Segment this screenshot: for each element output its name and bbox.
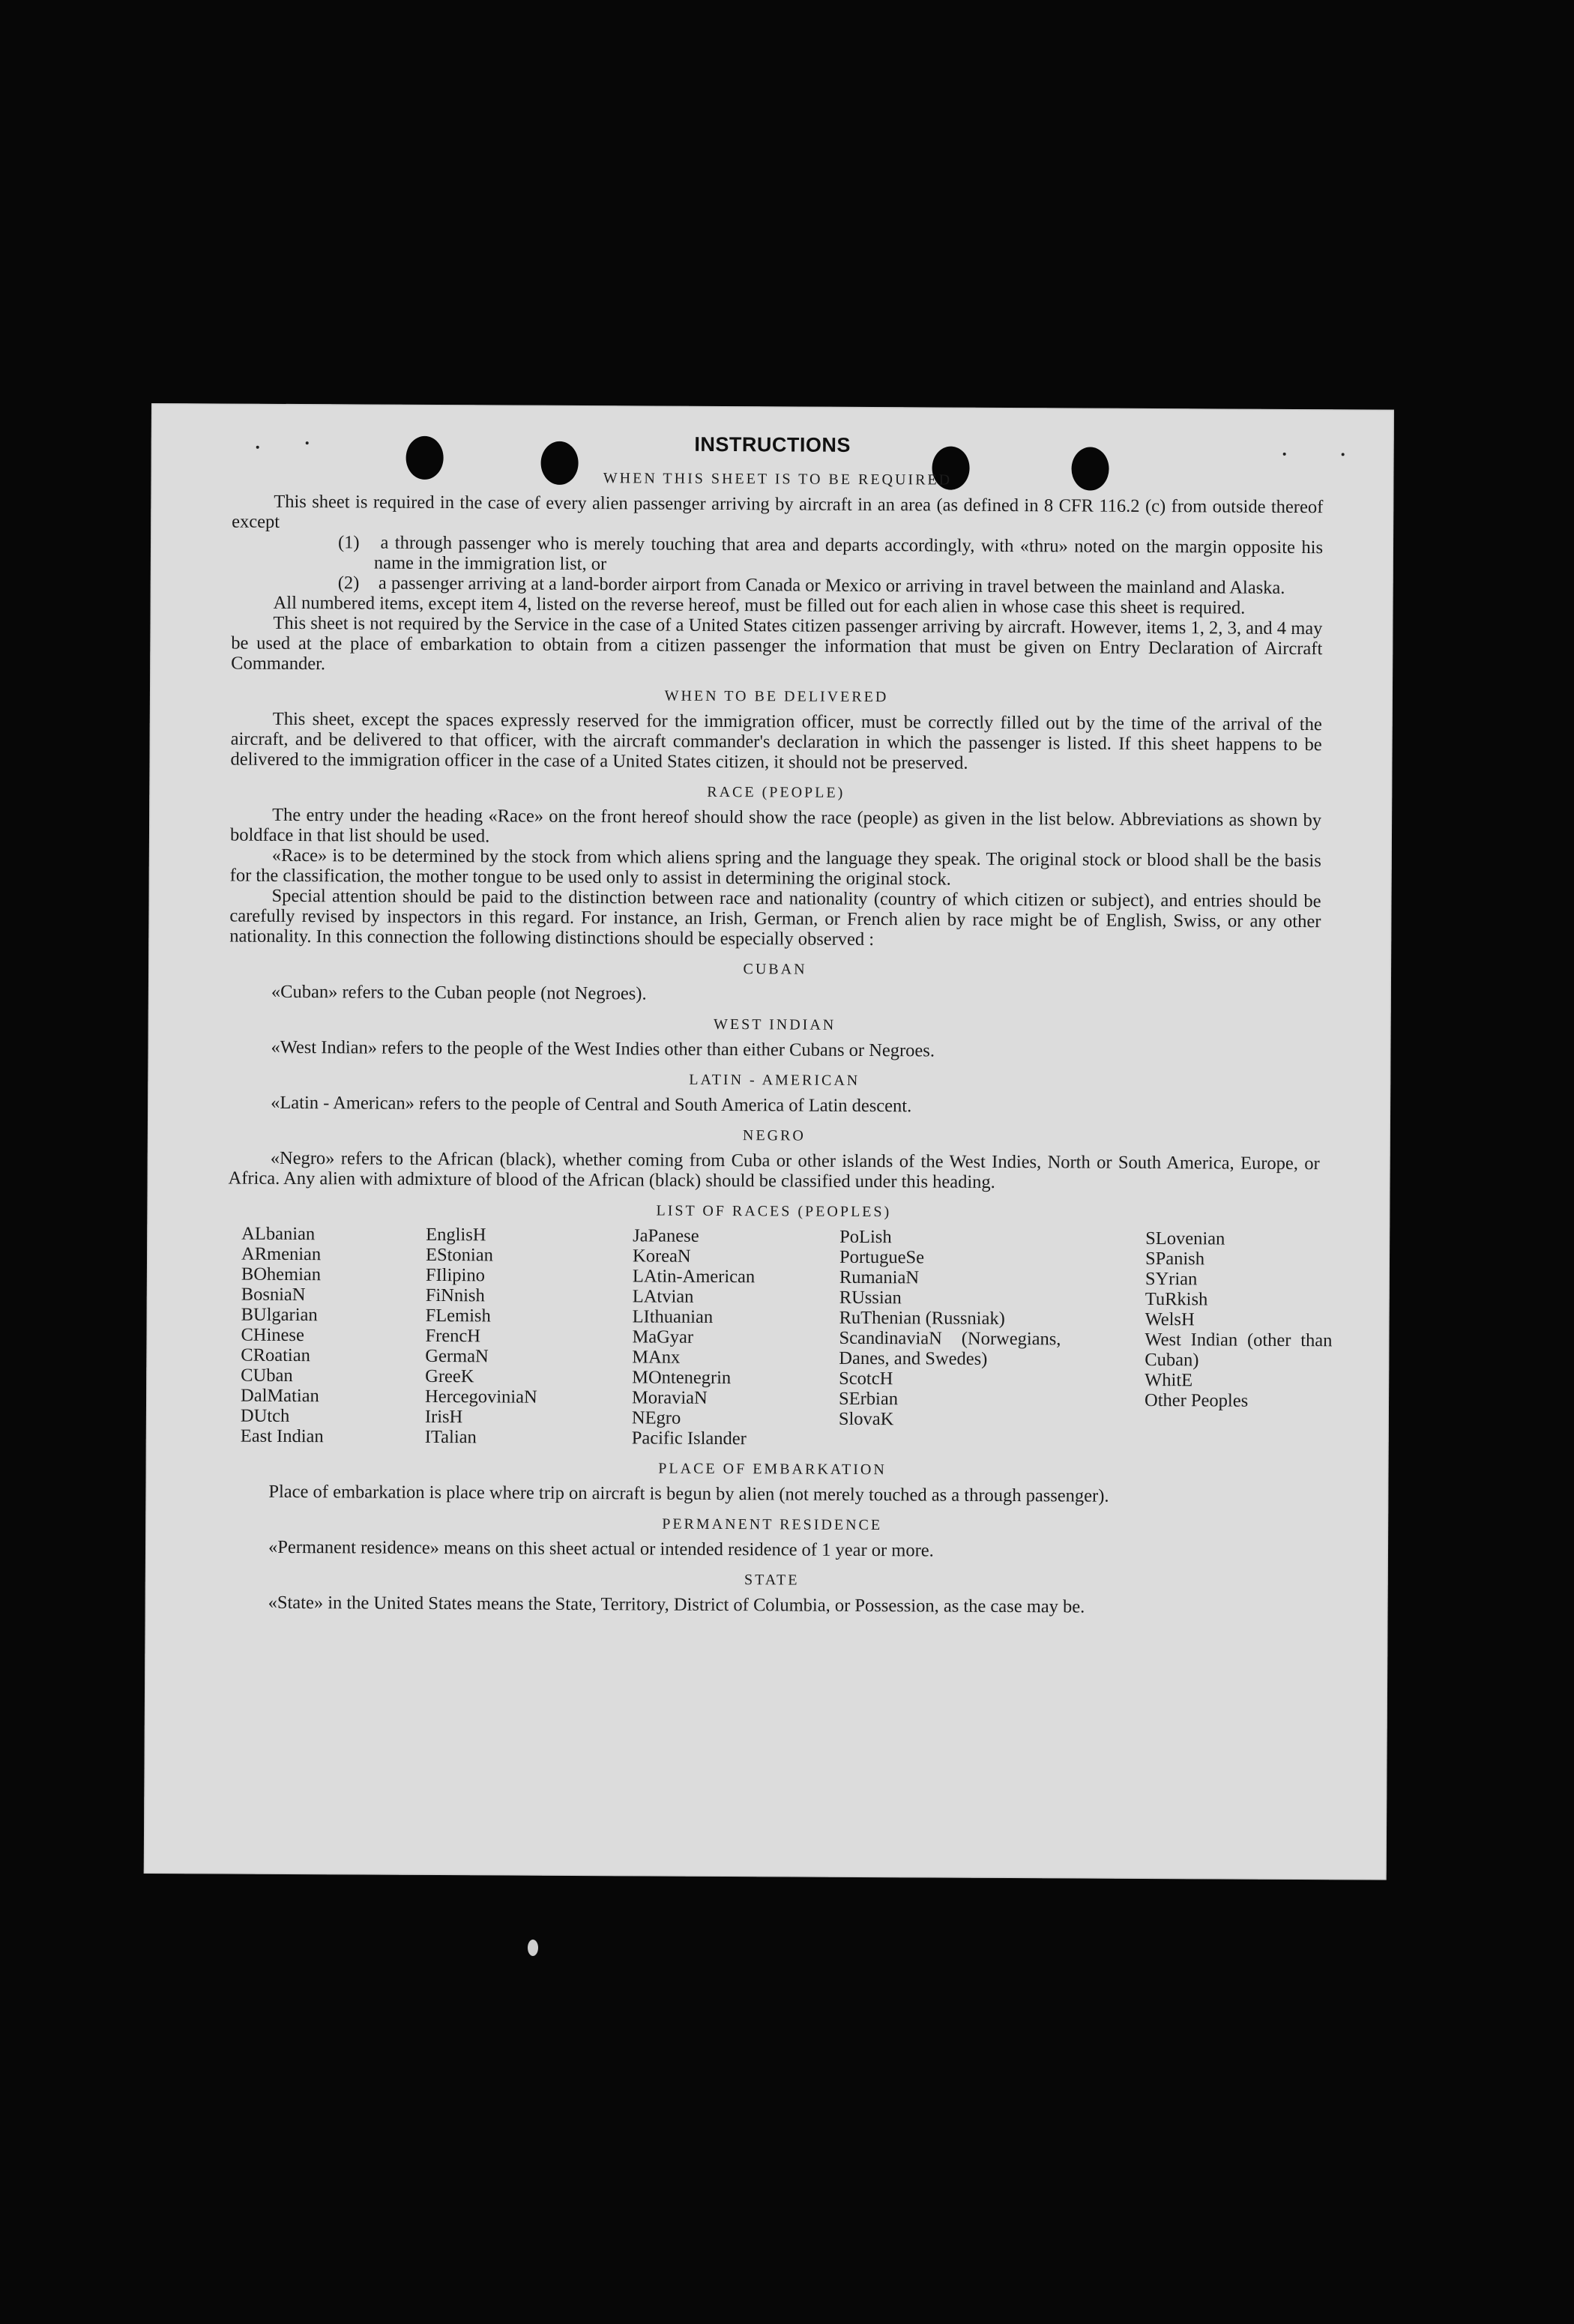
paragraph: «Race» is to be determined by the stock from which aliens spring and the language they speak. The original stock or blood shall be the basis for the classification, the mother tongue to be used only to assist in determining the original stock. bbox=[229, 845, 1321, 890]
race-entry: FrencH bbox=[425, 1325, 481, 1347]
paragraph: «Cuban» refers to the Cuban people (not Negroes). bbox=[271, 981, 647, 1004]
section-heading: WHEN THIS SHEET IS TO BE REQUIRED bbox=[603, 470, 953, 489]
page-title: INSTRUCTIONS bbox=[694, 432, 851, 456]
race-entry: ITalian bbox=[424, 1426, 477, 1448]
races-column bbox=[839, 1227, 1146, 1451]
race-entry: SYrian bbox=[1145, 1268, 1198, 1290]
race-entry: HercegoviniaN bbox=[424, 1386, 537, 1407]
race-entry: WhitE bbox=[1145, 1369, 1193, 1391]
race-entry: EnglisH bbox=[426, 1224, 486, 1246]
race-entry: KoreaN bbox=[632, 1246, 691, 1267]
race-entry: FLemish bbox=[425, 1305, 491, 1327]
race-entry: EStonian bbox=[425, 1244, 493, 1266]
paragraph: «Permanent residence» means on this sheet actual or intended residence of 1 year or more. bbox=[268, 1536, 934, 1561]
race-entry: MaGyar bbox=[632, 1327, 694, 1347]
race-entry: SPanish bbox=[1145, 1248, 1205, 1270]
race-entry: CUban bbox=[241, 1365, 293, 1386]
races-column bbox=[632, 1225, 840, 1449]
paragraph: «West Indian» refers to the people of the West Indies other than either Cubans or Negroes. bbox=[271, 1036, 935, 1061]
paragraph: All numbered items, except item 4, listed on the reverse hereof, must be filled out for each alien in whose case this sheet is required. bbox=[273, 592, 1246, 618]
race-entry: DUtch bbox=[240, 1405, 290, 1426]
paragraph: Place of embarkation is place where trip on aircraft is begun by alien (not merely touched as a through passenger). bbox=[268, 1481, 1109, 1506]
race-entry: Pacific Islander bbox=[631, 1428, 747, 1449]
race-entry: West Indian (other than Cuban) bbox=[1145, 1329, 1333, 1371]
race-entry: DalMatian bbox=[240, 1385, 319, 1407]
section-heading: CUBAN bbox=[743, 961, 807, 978]
races-column bbox=[241, 1224, 426, 1447]
race-entry: TuRkish bbox=[1145, 1288, 1208, 1310]
race-entry: MAnx bbox=[632, 1347, 681, 1368]
race-entry: RUssian bbox=[839, 1287, 902, 1309]
document-body bbox=[226, 449, 1333, 1619]
race-entry: WelsH bbox=[1145, 1309, 1195, 1330]
race-entry: East Indian bbox=[240, 1425, 324, 1447]
race-entry: LIthuanian bbox=[632, 1306, 714, 1327]
item-text: a passenger arriving at a land-border airport from Canada or Mexico or arriving in travel between the mainland and Alaska. bbox=[378, 573, 1285, 598]
paragraph: «State» in the United States means the State, Territory, District of Columbia, or Possession, as the case may be. bbox=[268, 1592, 1085, 1617]
race-entry: GreeK bbox=[425, 1365, 474, 1387]
race-entry: BosniaN bbox=[241, 1284, 306, 1306]
item-number: (2) bbox=[337, 573, 360, 594]
paragraph: «Negro» refers to the African (black), whether coming from Cuba or other islands of the West Indies, North or South America, Europe, or Africa. Any alien with admixture of blood of the African (black) should be classified under this heading. bbox=[228, 1147, 1320, 1192]
race-entry: MoraviaN bbox=[631, 1387, 708, 1408]
race-entry: CRoatian bbox=[241, 1344, 310, 1366]
race-entry: ScandinaviaN (Norwegians, Danes, and Swedes) bbox=[839, 1327, 1061, 1369]
race-entry: PoLish bbox=[839, 1226, 892, 1248]
race-entry: GermaN bbox=[425, 1345, 489, 1367]
race-entry: ALbanian bbox=[241, 1223, 316, 1245]
race-entry: SlovaK bbox=[838, 1408, 894, 1430]
section-heading: LATIN - AMERICAN bbox=[689, 1071, 860, 1089]
race-entry: BUlgarian bbox=[241, 1304, 318, 1326]
film-speck bbox=[528, 1940, 538, 1956]
section-heading: WEST INDIAN bbox=[714, 1015, 836, 1033]
race-entry: RuThenian (Russniak) bbox=[839, 1307, 1005, 1329]
race-entry: LAtvian bbox=[632, 1286, 694, 1307]
race-entry: JaPanese bbox=[633, 1225, 699, 1246]
race-entry: ARmenian bbox=[241, 1243, 322, 1265]
paragraph: «Latin - American» refers to the people of Central and South America of Latin descent. bbox=[271, 1092, 912, 1117]
races-list bbox=[240, 1223, 1333, 1452]
race-entry: NEgro bbox=[631, 1407, 681, 1428]
section-heading: STATE bbox=[744, 1572, 800, 1589]
document-sheet bbox=[144, 403, 1394, 1880]
race-entry: IrisH bbox=[424, 1406, 463, 1428]
item-number: (1) bbox=[337, 532, 360, 553]
race-entry: LAtin-American bbox=[632, 1266, 756, 1288]
race-entry: BOhemian bbox=[241, 1264, 322, 1285]
section-heading: RACE (PEOPLE) bbox=[707, 783, 845, 801]
section-heading: PERMANENT RESIDENCE bbox=[662, 1515, 883, 1534]
races-column bbox=[425, 1225, 633, 1448]
race-entry: CHinese bbox=[241, 1324, 304, 1346]
race-entry: MOntenegrin bbox=[632, 1367, 732, 1389]
race-entry: SLovenian bbox=[1145, 1228, 1225, 1249]
paragraph: The entry under the heading «Race» on the front hereof should show the race (people) as given in the list below. Abbreviations as shown by boldface in that list should be used. bbox=[229, 804, 1322, 847]
race-entry: FiNnish bbox=[425, 1285, 485, 1306]
section-heading: WHEN TO BE DELIVERED bbox=[664, 687, 889, 706]
race-entry: FIlipino bbox=[425, 1264, 485, 1286]
races-list-heading: LIST OF RACES (PEOPLES) bbox=[656, 1202, 892, 1221]
race-entry: Other Peoples bbox=[1144, 1389, 1249, 1411]
list-item bbox=[232, 532, 1323, 579]
race-entry: ScotcH bbox=[839, 1368, 893, 1389]
paragraph: This sheet is required in the case of every alien passenger arriving by aircraft in an area (as defined in 8 CFR 116.2 (c) from outside thereof except bbox=[232, 491, 1324, 532]
paragraph: This sheet, except the spaces expressly reserved for the immigration officer, must be correctly filled out by the time of the arrival of the aircraft, and be delivered to that officer, with the aircraft commander's declaration in which the passenger is listed. If this sheet happens to be delivered to the immigration officer in the case of a United States citizen, it should not be preserved. bbox=[230, 708, 1322, 773]
race-entry: SErbian bbox=[838, 1388, 899, 1410]
race-entry: PortugueSe bbox=[839, 1246, 925, 1268]
races-column bbox=[1145, 1228, 1333, 1452]
race-entry: RumaniaN bbox=[839, 1267, 920, 1288]
item-text: a through passenger who is merely touching that area and departs accordingly, with «thru» noted on the margin opposite his name in the immigration list, or bbox=[373, 532, 1324, 575]
paragraph: This sheet is not required by the Service in the case of a United States citizen passenger arriving by aircraft. However, items 1, 2, 3, and 4 may be used at the place of embarkation to obtain from a citizen passenger the information that must be given on Entry Declaration of Aircraft Commander. bbox=[231, 612, 1323, 674]
paragraph: Special attention should be paid to the distinction between race and nationality (country of which citizen or subject), and entries should be carefully revised by inspectors in this regard. For instance, an Irish, German, or French alien by race might be of English, Swiss, or any other nationality. In this connection the following distinctions should be especially observed : bbox=[229, 885, 1321, 950]
section-heading: PLACE OF EMBARKATION bbox=[658, 1460, 887, 1479]
section-heading: NEGRO bbox=[742, 1127, 806, 1144]
